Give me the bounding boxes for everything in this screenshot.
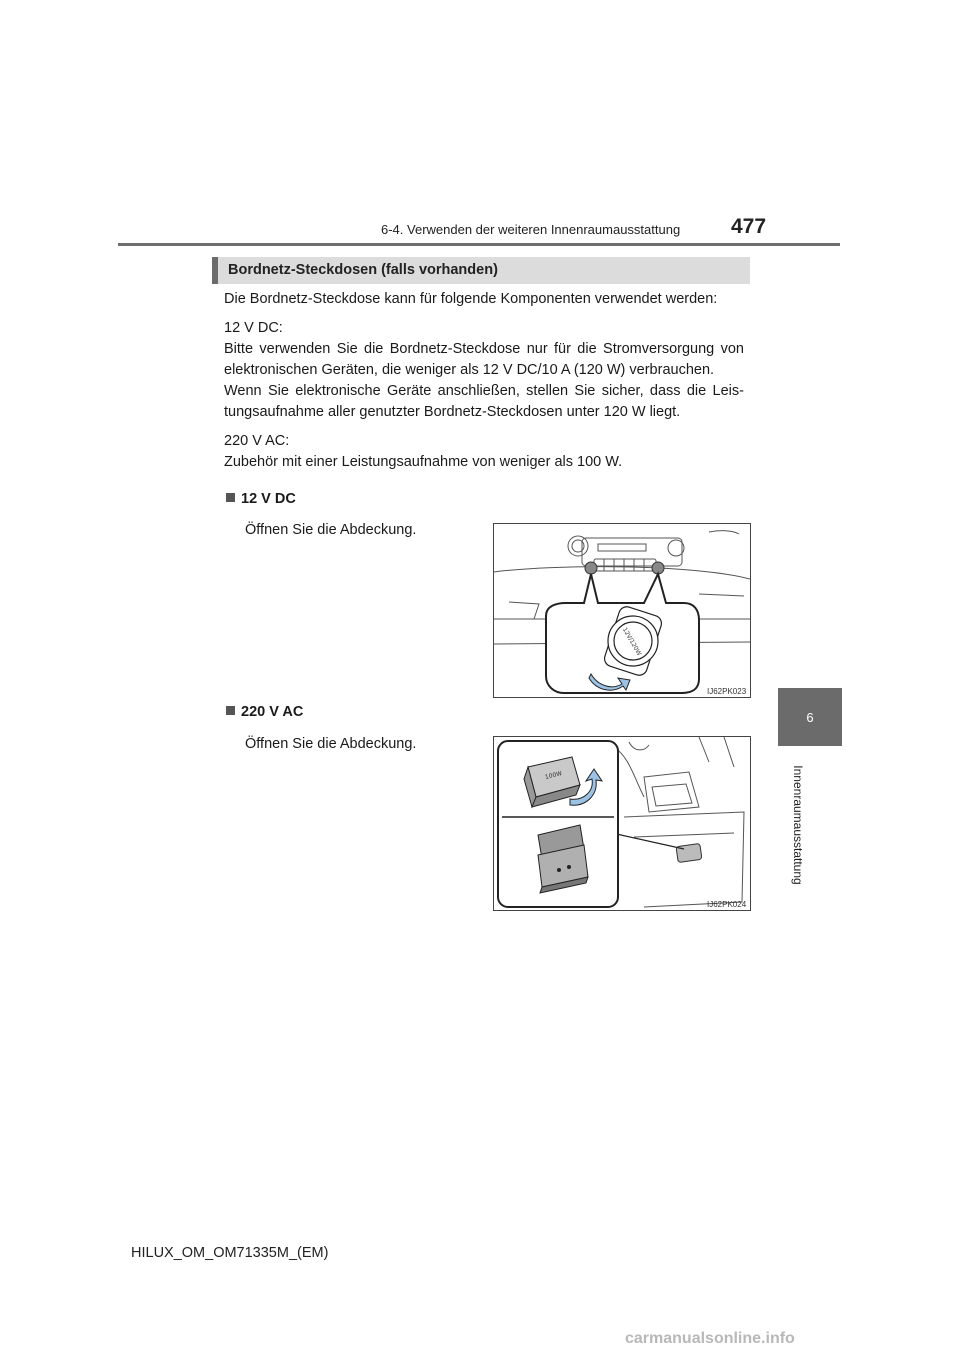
header-divider bbox=[118, 243, 840, 246]
watermark: carmanualsonline.info bbox=[625, 1330, 795, 1347]
intro-paragraph: Die Bordnetz-Steckdose kann für folgende Komponenten verwendet werden: bbox=[224, 291, 718, 307]
section-heading: Bordnetz-Steckdosen (falls vorhanden) bbox=[228, 262, 498, 278]
footer-doc-id: HILUX_OM_OM71335M_(EM) bbox=[131, 1245, 329, 1261]
chapter-label: Innenraumausstattung bbox=[791, 765, 805, 885]
dashboard-socket-illustration bbox=[494, 524, 750, 697]
figure-12v-socket bbox=[493, 523, 751, 698]
ac-plug-hole-icon bbox=[567, 865, 571, 869]
section-heading-bar bbox=[212, 257, 750, 284]
instruction-220v: Öffnen Sie die Abdeckung. bbox=[245, 736, 417, 752]
dc-paragraph: Bitte verwenden Sie die Bordnetz-Steckdose nur für die Stromversorgung von elektronischen Geräten, die weniger als 12 V DC/10 A (120 W) verbrauchen. bbox=[224, 341, 744, 378]
figure-code-12v: IJ62PK023 bbox=[707, 687, 747, 696]
section-body bbox=[224, 289, 744, 473]
dc-label: 12 V DC: bbox=[224, 320, 283, 336]
ac-paragraph: Zubehör mit einer Leistungsaufnahme von weniger als 100 W. bbox=[224, 454, 623, 470]
figure-code-220v: IJ62PK024 bbox=[707, 900, 747, 909]
dc-cap-label: 12V/120W bbox=[620, 626, 643, 657]
ac-label: 220 V AC: bbox=[224, 433, 290, 449]
subsection-heading-12v: 12 V DC bbox=[226, 491, 296, 507]
square-bullet-icon bbox=[226, 493, 235, 502]
power-limit-paragraph: Wenn Sie elektronische Geräte anschließen, stellen Sie sicher, dass die Leistungsaufnahme aller genutzter Bordnetz-Steckdosen unter 120 W liegt. bbox=[224, 383, 744, 420]
subsection-heading-220v: 220 V AC bbox=[226, 704, 303, 720]
square-bullet-icon bbox=[226, 706, 235, 715]
chapter-number: 6 bbox=[806, 709, 814, 725]
instruction-12v: Öffnen Sie die Abdeckung. bbox=[245, 522, 417, 538]
figure-220v-socket bbox=[493, 736, 751, 911]
page-number: 477 bbox=[731, 215, 767, 238]
section-heading-accent bbox=[212, 257, 218, 284]
header-section-title: 6-4. Verwenden der weiteren Innenraumausstattung bbox=[381, 222, 681, 237]
chapter-tab[interactable] bbox=[778, 688, 842, 746]
ac-cap-label: 100W bbox=[544, 770, 563, 782]
ac-plug-hole-icon bbox=[557, 868, 561, 872]
console-socket-illustration bbox=[494, 737, 750, 910]
